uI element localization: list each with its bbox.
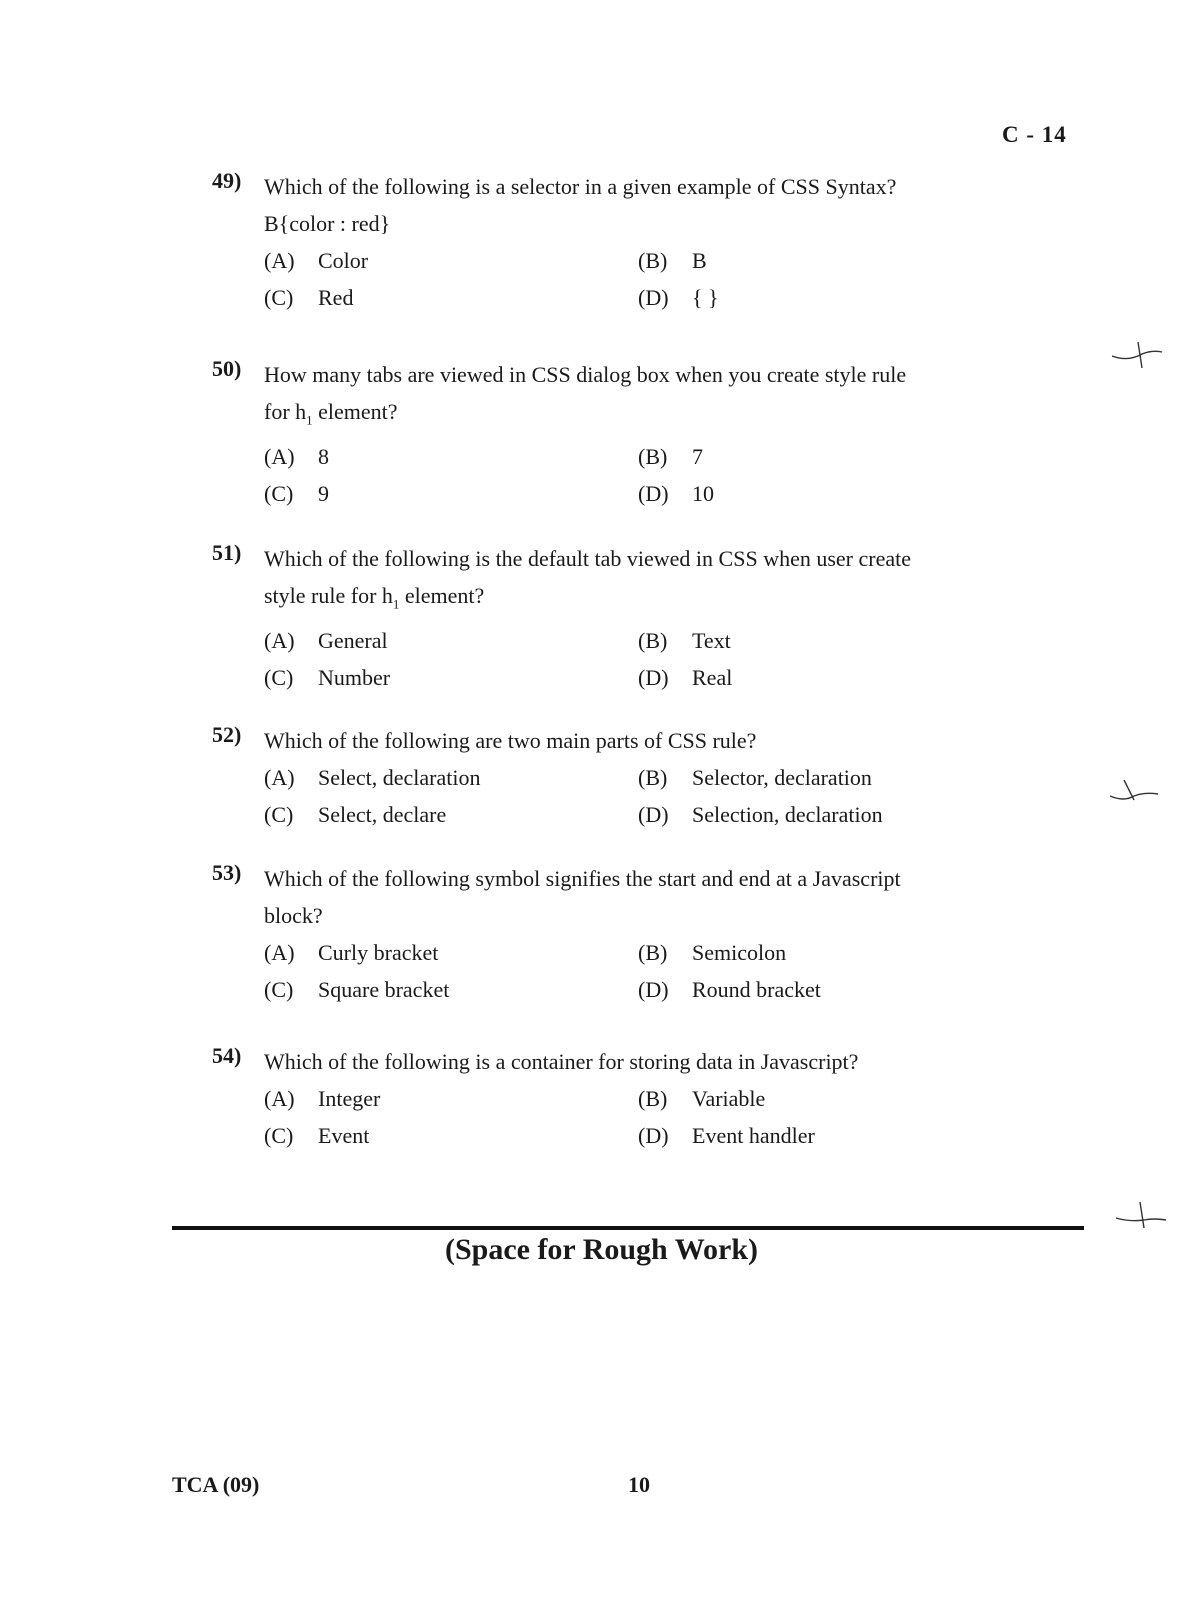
question-text: Which of the following is a selector in a given example of CSS Syntax? (264, 174, 897, 199)
question-number: 50) (212, 356, 242, 381)
option-text: Variable (692, 1086, 766, 1111)
option-d (638, 971, 1012, 1008)
options-grid (264, 622, 1032, 696)
option-a (264, 622, 638, 659)
option-d (638, 279, 1012, 316)
question-number: 51) (212, 540, 242, 565)
option-b (638, 1080, 1012, 1117)
options-grid (264, 759, 1032, 833)
text-part: style rule for h (264, 583, 393, 608)
option-text: { } (692, 285, 719, 310)
subscript: 1 (392, 596, 400, 612)
tick-stroke (1124, 780, 1134, 800)
question-text-line-2: block? (264, 903, 323, 928)
option-label: (D) (638, 977, 669, 1002)
option-label: (B) (638, 248, 668, 273)
option-label: (C) (264, 285, 294, 310)
option-d (638, 796, 1012, 833)
question-number: 54) (212, 1043, 242, 1068)
tick-stroke (1140, 1202, 1144, 1228)
option-label: (D) (638, 665, 669, 691)
options-grid (264, 242, 1032, 316)
option-c (264, 659, 638, 696)
tick-mark-icon (1114, 1198, 1170, 1238)
option-text: Red (318, 285, 354, 310)
option-text: Semicolon (692, 940, 787, 965)
question-text-line-2 (264, 577, 1032, 622)
option-c (264, 796, 638, 833)
option-text: Number (318, 665, 391, 691)
divider-line (172, 1226, 1084, 1230)
option-label: (A) (264, 1086, 295, 1111)
option-text: Event (318, 1123, 370, 1148)
question-number: 53) (212, 860, 242, 885)
option-label: (B) (638, 765, 668, 790)
option-a (264, 934, 638, 971)
option-b (638, 242, 1012, 279)
option-b (638, 759, 1012, 796)
option-text: Text (692, 628, 731, 654)
option-text: Select, declaration (318, 765, 481, 790)
option-d (638, 1117, 1012, 1154)
option-label: (A) (264, 248, 295, 273)
page-number: 10 (628, 1472, 650, 1497)
option-text: 10 (692, 481, 714, 507)
question-53 (212, 860, 1032, 1008)
option-label: (D) (638, 802, 669, 827)
option-text: 9 (318, 481, 329, 507)
option-d (638, 659, 1012, 696)
question-50 (212, 356, 1032, 512)
paper-code: TCA (09) (172, 1472, 260, 1497)
option-label: (C) (264, 481, 294, 507)
option-d (638, 475, 1012, 512)
option-b (638, 438, 1012, 475)
option-b (638, 622, 1012, 659)
option-label: (C) (264, 1123, 294, 1148)
option-b (638, 934, 1012, 971)
question-text: Which of the following is a container for storing data in Javascript? (264, 1049, 859, 1074)
question-text: Which of the following are two main parts of CSS rule? (264, 728, 757, 753)
tick-mark-icon (1108, 338, 1168, 378)
question-54 (212, 1043, 1032, 1154)
option-text: General (318, 628, 388, 654)
option-label: (A) (264, 628, 295, 654)
option-label: (A) (264, 444, 295, 470)
option-text: B (692, 248, 707, 273)
option-text: Selection, declaration (692, 802, 883, 827)
option-label: (A) (264, 765, 295, 790)
option-label: (D) (638, 1123, 669, 1148)
options-grid (264, 934, 1032, 1008)
tick-stroke (1116, 1218, 1166, 1221)
option-text: 8 (318, 444, 329, 470)
question-49 (212, 168, 1032, 316)
option-text: Round bracket (692, 977, 821, 1002)
option-a (264, 759, 638, 796)
option-text: Square bracket (318, 977, 450, 1002)
options-grid (264, 438, 1032, 512)
question-52 (212, 722, 1032, 833)
option-label: (D) (638, 285, 669, 310)
option-label: (C) (264, 977, 294, 1002)
tick-stroke (1112, 351, 1162, 358)
option-c (264, 971, 638, 1008)
option-label: (B) (638, 444, 668, 470)
option-label: (C) (264, 802, 294, 827)
question-text: How many tabs are viewed in CSS dialog box when you create style rule (264, 362, 907, 387)
option-label: (C) (264, 665, 294, 691)
option-text: Curly bracket (318, 940, 439, 965)
page-code: C - 14 (1002, 122, 1067, 147)
text-part: for h (264, 399, 307, 424)
question-text-line-2 (264, 393, 1032, 438)
rough-work-heading: (Space for Rough Work) (444, 1233, 759, 1266)
option-text: Integer (318, 1086, 381, 1111)
option-a (264, 242, 638, 279)
option-text: Event handler (692, 1123, 815, 1148)
option-label: (A) (264, 940, 295, 965)
options-grid (264, 1080, 1032, 1154)
option-label: (B) (638, 940, 668, 965)
text-part: element? (399, 583, 485, 608)
question-number: 49) (212, 168, 242, 193)
option-c (264, 475, 638, 512)
text-part: element? (312, 399, 398, 424)
subscript: 1 (306, 412, 313, 428)
question-number: 52) (212, 722, 242, 747)
option-label: (D) (638, 481, 669, 507)
question-51 (212, 540, 1032, 696)
option-c (264, 1117, 638, 1154)
question-text: Which of the following symbol signifies the start and end at a Javascript (264, 866, 901, 891)
tick-stroke (1110, 793, 1158, 799)
option-c (264, 279, 638, 316)
option-text: Select, declare (318, 802, 447, 827)
option-text: Real (692, 665, 733, 691)
tick-mark-icon (1104, 776, 1164, 816)
option-a (264, 1080, 638, 1117)
question-code-example: B{color : red} (264, 211, 391, 236)
question-text: Which of the following is the default tab viewed in CSS when user create (264, 546, 911, 571)
option-text: Color (318, 248, 369, 273)
option-label: (B) (638, 1086, 668, 1111)
option-text: 7 (692, 444, 703, 470)
option-a (264, 438, 638, 475)
option-label: (B) (638, 628, 668, 654)
option-text: Selector, declaration (692, 765, 872, 790)
